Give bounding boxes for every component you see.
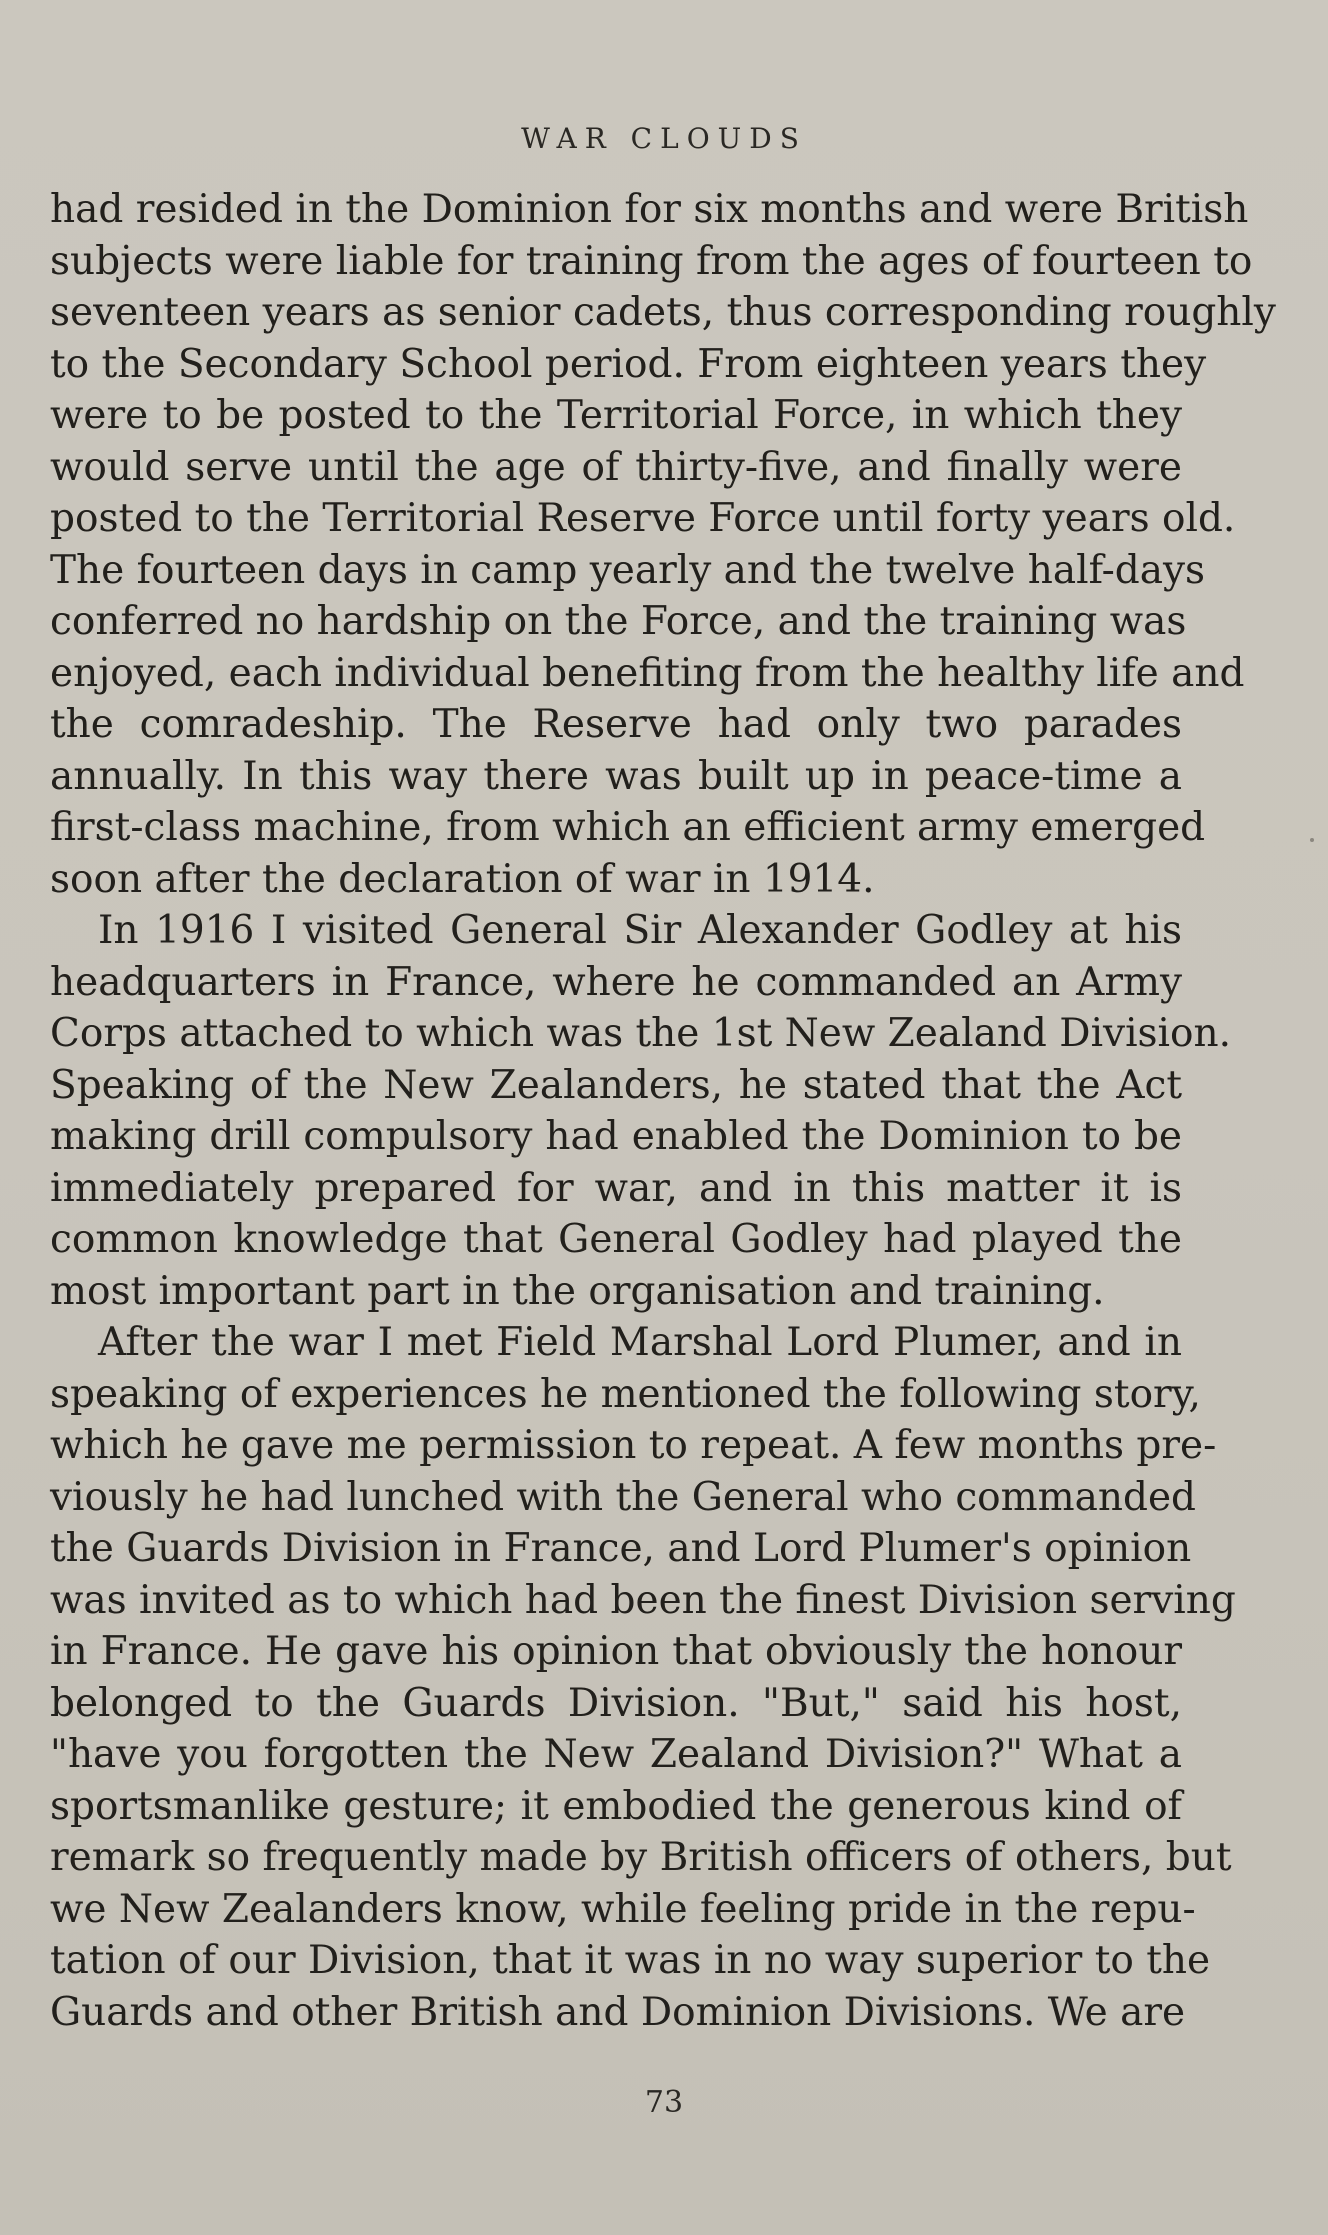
text-line: enjoyed, each individual benefiting from the healthy life and <box>50 650 1245 696</box>
text-line: Guards and other British and Dominion Divisions. We are <box>50 1989 1186 2035</box>
text-line: sportsmanlike gesture; it embodied the generous kind of <box>50 1783 1182 1829</box>
text-line: tation of our Division, that it was in no way superior to the <box>50 1938 1211 1983</box>
text-line: viously he had lunched with the General who commanded <box>50 1474 1197 1520</box>
text-line: in France. He gave his opinion that obviously the honour <box>50 1629 1182 1674</box>
text-line: to the Secondary School period. From eighteen years they <box>50 341 1207 387</box>
text-line: immediately prepared for war, and in this matter it is <box>50 1165 1182 1211</box>
text-line: After the war I met Field Marshal Lord Plumer, and in <box>98 1320 1182 1365</box>
text-line: speaking of experiences he mentioned the following story, <box>50 1371 1201 1417</box>
text-line: the comradeship. The Reserve had only two parades <box>50 702 1182 747</box>
text-line: seventeen years as senior cadets, thus corresponding roughly <box>50 290 1276 335</box>
text-line: had resided in the Dominion for six months and were British <box>50 187 1249 232</box>
text-line: annually. In this way there was built up in peace-time a <box>50 753 1182 799</box>
text-line: would serve until the age of thirty-five, and finally were <box>50 444 1182 490</box>
text-line: The fourteen days in camp yearly and the twelve half-days <box>50 547 1206 593</box>
text-line: the Guards Division in France, and Lord Plumer's opinion <box>50 1526 1192 1571</box>
text-line: were to be posted to the Territorial Force, in which they <box>50 393 1182 438</box>
paragraph <box>50 905 1232 1317</box>
text-line: posted to the Territorial Reserve Force until forty years old. <box>50 496 1236 541</box>
text-line: Speaking of the New Zealanders, he stated that the Act <box>50 1062 1182 1108</box>
text-line: remark so frequently made by British officers of others, but <box>50 1835 1232 1880</box>
text-line: headquarters in France, where he commanded an Army <box>50 959 1182 1005</box>
text-line: first-class machine, from which an efficient army emerged <box>50 805 1206 850</box>
text-line: we New Zealanders know, while feeling pride in the repu- <box>50 1886 1196 1932</box>
text-line: which he gave me permission to repeat. A few months pre- <box>50 1423 1217 1468</box>
text-line: common knowledge that General Godley had played the <box>50 1217 1182 1262</box>
text-line: In 1916 I visited General Sir Alexander Godley at his <box>98 908 1182 953</box>
running-head: WAR CLOUDS <box>521 122 807 155</box>
paper-speck <box>1310 838 1314 842</box>
text-line: belonged to the Guards Division. "But," said his host, <box>50 1680 1182 1726</box>
text-line: most important part in the organisation and training. <box>50 1268 1105 1314</box>
page-number: 73 <box>644 2085 684 2120</box>
text-line: Corps attached to which was the 1st New Zealand Division. <box>50 1011 1232 1056</box>
text-line: conferred no hardship on the Force, and the training was <box>50 599 1187 644</box>
paragraph <box>50 184 1276 905</box>
text-line: was invited as to which had been the finest Division serving <box>50 1577 1236 1623</box>
text-line: subjects were liable for training from the ages of fourteen to <box>50 238 1253 284</box>
text-line: making drill compulsory had enabled the Dominion to be <box>50 1114 1182 1159</box>
text-line: "have you forgotten the New Zealand Division?" What a <box>50 1732 1182 1777</box>
paragraph <box>50 1317 1236 2038</box>
text-line: soon after the declaration of war in 1914. <box>50 856 875 902</box>
body-text <box>50 184 1276 2038</box>
